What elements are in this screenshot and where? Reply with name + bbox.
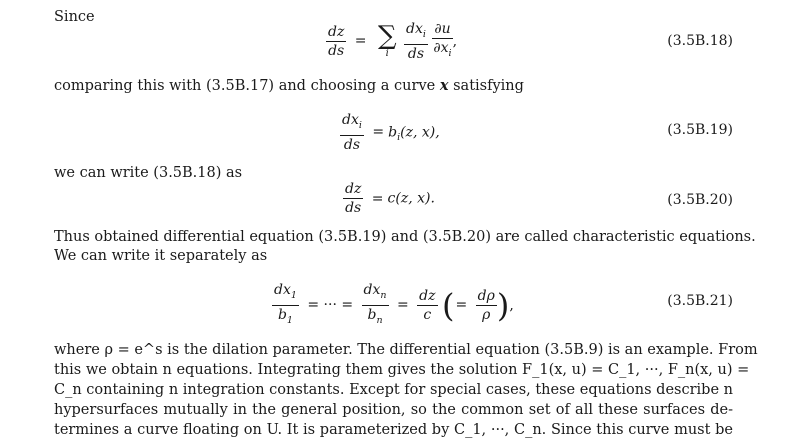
equation-3-5b-21: $\frac{dx_1}{b_1}$ = ··· = $\frac{dx_n}{b_n}$ = $\frac{dz}{c}$ (= $\frac{d\rho}{\rho}$ ), bbox=[272, 281, 514, 330]
equation-number-18: (3.5B.18) bbox=[667, 33, 733, 49]
text-comparing: comparing this with (3.5B.17) and choosing a curve x satisfying bbox=[54, 77, 524, 94]
summation-symbol: ∑ i bbox=[377, 21, 397, 60]
fraction-dz-ds: $\frac{dz}{ds}$ bbox=[328, 23, 345, 59]
fraction-du-dxi: $\frac{\partial u}{\partial x_i}$ bbox=[433, 21, 452, 59]
equation-3-5b-19: $\frac{dx_i}{ds}$ = $b_i(z$, x), bbox=[342, 112, 440, 153]
fraction-dxi-ds: $\frac{dx_i}{ds}$ bbox=[342, 112, 362, 153]
text-where-line-3: C_n containing n integration constants. Except for special cases, these equations describe n bbox=[54, 382, 733, 398]
equation-3-5b-18: $\frac{dz}{ds}$ = ∑ i $\frac{dx_i}{ds}$ $\frac{\partial u}{\partial x_i}$ , bbox=[328, 21, 458, 62]
fraction-dxi-ds: $\frac{dx_i}{ds}$ bbox=[406, 21, 426, 62]
text-where-line-5: termines a curve floating on U. It is parameterized by C_1, ···, C_n. Since this curve must be bbox=[54, 422, 733, 438]
text-we-can-write: we can write (3.5B.18) as bbox=[54, 165, 243, 181]
text-where-line-1: where ρ = e^s is the dilation parameter. The differential equation (3.5B.9) is an example. From bbox=[54, 342, 758, 358]
fraction-dx1-b1: $\frac{dx_1}{b_1}$ bbox=[274, 282, 297, 326]
fraction-drho-rho: $\frac{d\rho}{\rho}$ bbox=[477, 287, 495, 323]
fraction-dz-ds: $\frac{dz}{ds}$ bbox=[345, 181, 362, 216]
equation-number-21: (3.5B.21) bbox=[667, 293, 733, 309]
left-paren: ( bbox=[441, 286, 455, 325]
text-thus-line-1: Thus obtained differential equation (3.5B.19) and (3.5B.20) are called characteristic equations. bbox=[54, 229, 756, 245]
equation-number-19: (3.5B.19) bbox=[667, 122, 733, 138]
text-thus-line-2: We can write it separately as bbox=[54, 248, 268, 264]
text-where-line-2: this we obtain n equations. Integrating them gives the solution F_1(x, u) = C_1, ···, F_n(x, u) = bbox=[54, 362, 750, 378]
fraction-dz-c: $\frac{dz}{c}$ bbox=[419, 287, 436, 323]
equation-3-5b-20: $\frac{dz}{ds}$ = c(z, x). bbox=[345, 181, 435, 216]
fraction-dxn-bn: $\frac{dx_n}{b_n}$ bbox=[363, 282, 387, 326]
text-where-line-4: hypersurfaces mutually in the general position, so the common set of all these surfaces de- bbox=[54, 402, 733, 418]
text-since: Since bbox=[54, 9, 95, 25]
equation-number-20: (3.5B.20) bbox=[667, 192, 733, 208]
right-paren: ) bbox=[496, 286, 510, 325]
